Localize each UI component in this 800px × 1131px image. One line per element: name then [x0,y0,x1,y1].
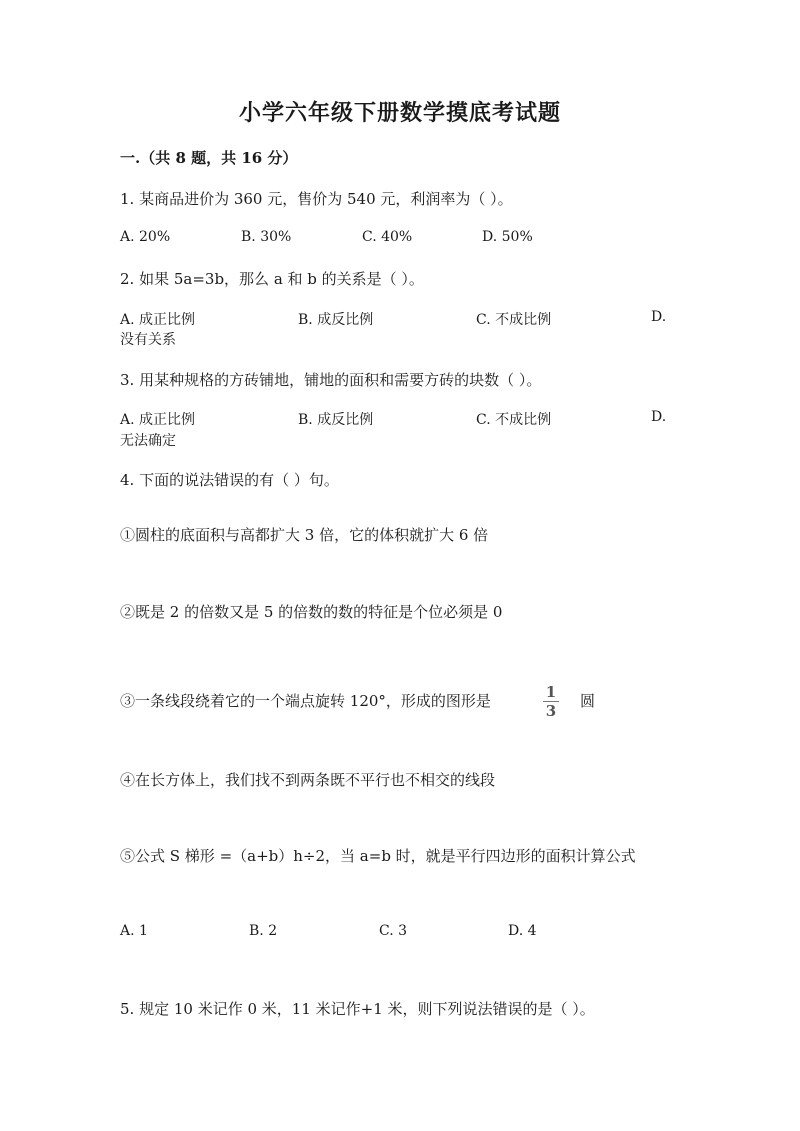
statement-1: ①圆柱的底面积与高都扩大 3 倍，它的体积就扩大 6 倍 [120,526,489,544]
question-4-option-b: B. 2 [249,923,278,939]
statement-4: ④在长方体上，我们找不到两条既不平行也不相交的线段 [120,771,496,789]
question-4-option-a: A. 1 [120,923,148,939]
page-title: 小学六年级下册数学摸底考试题 [238,100,561,126]
question-5-text: 5. 规定 10 米记作 0 米，11 米记作+1 米，则下列说法错误的是（ ）。 [120,1000,595,1018]
section-heading: 一.（共 8 题，共 16 分） [120,149,298,167]
fraction-denominator: 3 [545,702,557,720]
question-2-option-d-text: 没有关系 [120,332,176,348]
question-3-option-d-text: 无法确定 [120,433,176,449]
question-3-option-b: B. 成反比例 [298,412,374,428]
question-4-option-d: D. 4 [508,923,537,939]
question-4-option-c: C. 3 [379,923,408,939]
question-2-option-c: C. 不成比例 [476,312,552,328]
question-2-option-b: B. 成反比例 [298,312,374,328]
question-1-option-d: D. 50% [482,229,533,245]
question-1-option-c: C. 40% [362,229,413,245]
question-4-text: 4. 下面的说法错误的有（ ）句。 [120,471,339,489]
question-1-option-b: B. 30% [241,229,292,245]
question-3-option-a: A. 成正比例 [120,412,196,428]
question-2-text: 2. 如果 5a=3b，那么 a 和 b 的关系是（ ）。 [120,270,424,288]
question-3-option-d: D. [651,409,667,425]
fraction-one-third [541,683,561,720]
question-3-option-c: C. 不成比例 [476,412,552,428]
statement-3-suffix: 圆 [580,692,596,710]
question-1-text: 1. 某商品进价为 360 元，售价为 540 元，利润率为（ ）。 [120,190,513,208]
question-3-text: 3. 用某种规格的方砖铺地，铺地的面积和需要方砖的块数（ ）。 [120,371,542,389]
statement-2: ②既是 2 的倍数又是 5 的倍数的数的特征是个位必须是 0 [120,603,503,621]
question-2-option-d: D. [651,309,667,325]
statement-5: ⑤公式 S 梯形 =（a+b）h÷2，当 a=b 时，就是平行四边形的面积计算公式 [120,847,636,865]
question-1-option-a: A. 20% [120,229,171,245]
statement-3: ③一条线段绕着它的一个端点旋转 120°，形成的图形是 [120,692,491,710]
fraction-numerator: 1 [545,683,557,701]
question-2-option-a: A. 成正比例 [120,312,196,328]
